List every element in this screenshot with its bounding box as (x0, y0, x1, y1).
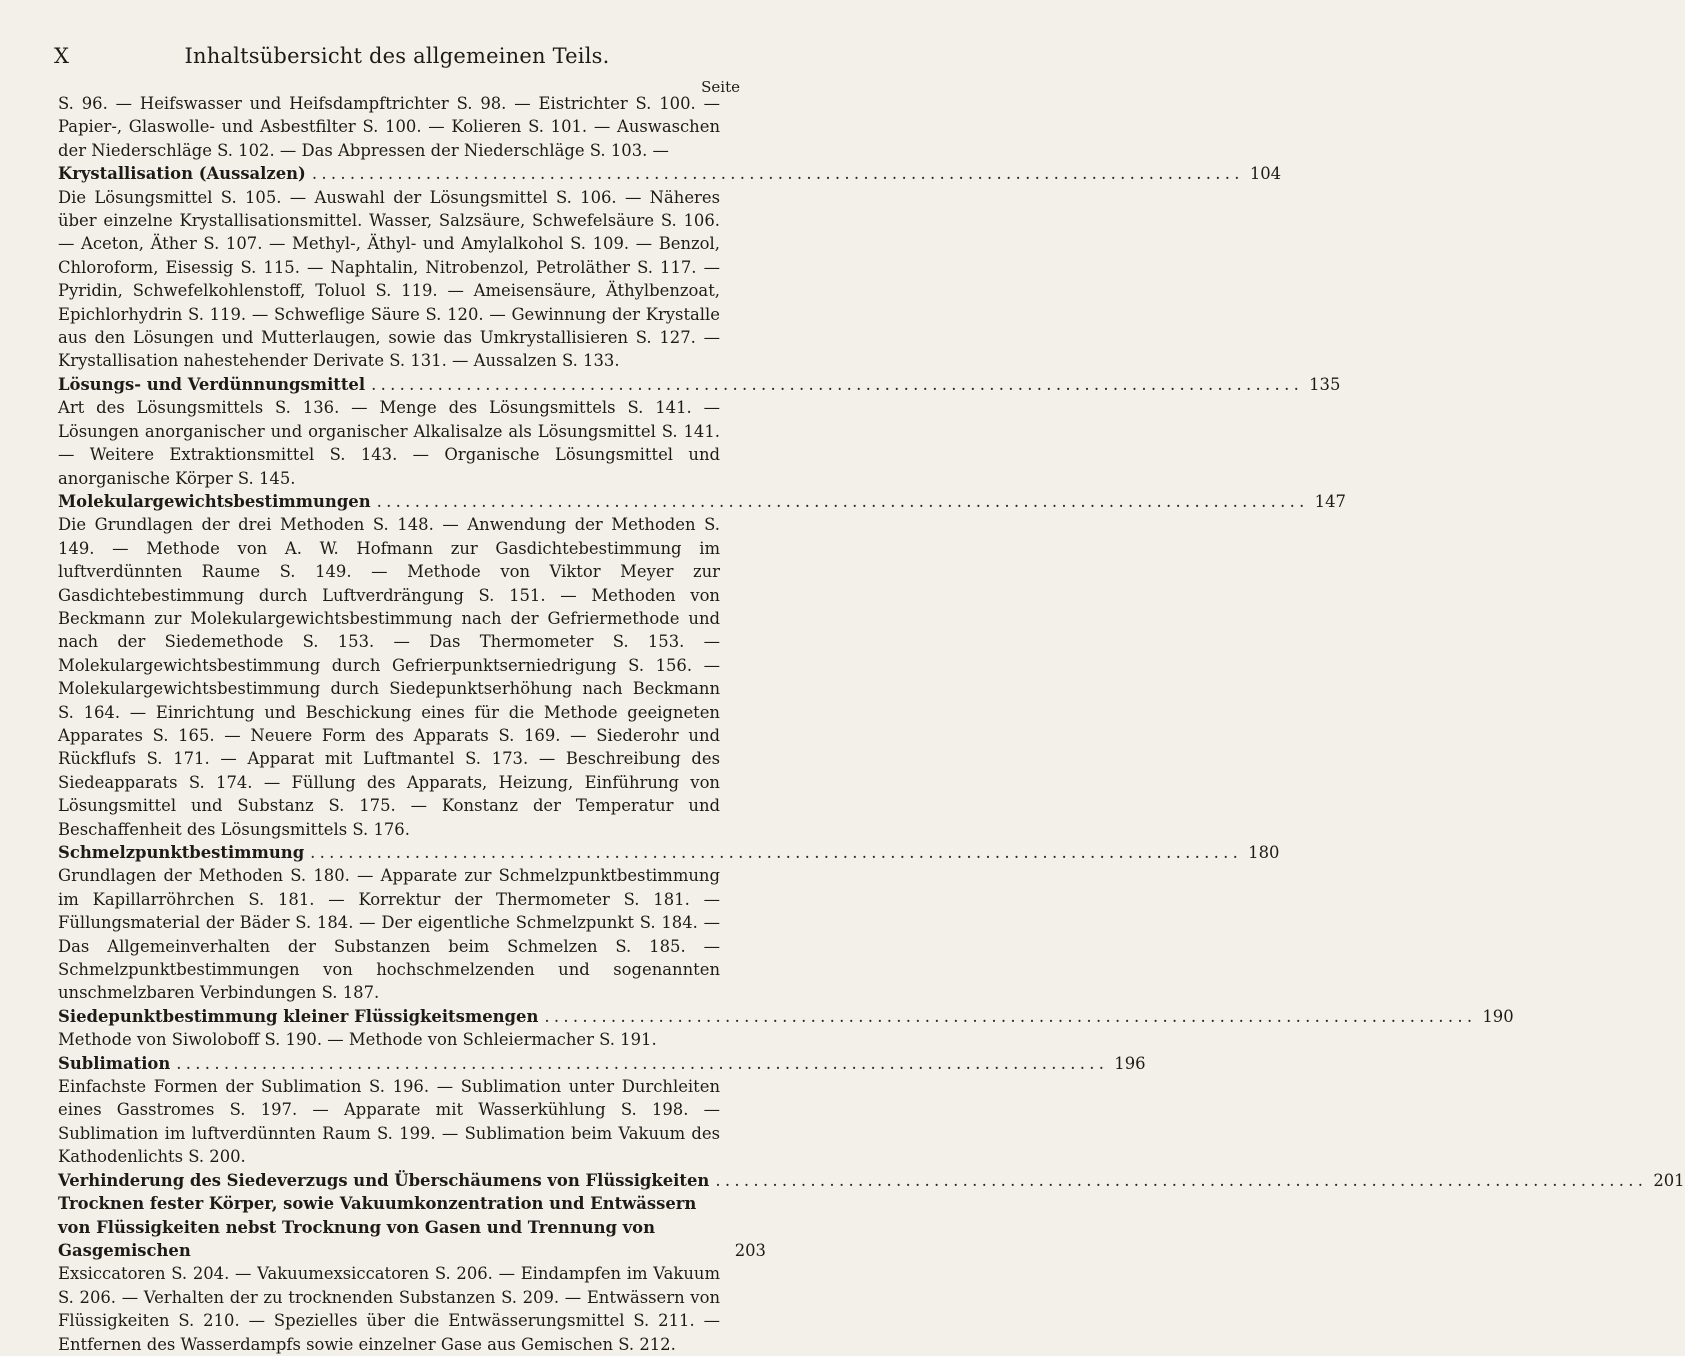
leader-dots: .................................................................................................. (311, 164, 1244, 184)
entry-title: Krystallisation (Aussalzen) (58, 164, 306, 184)
entry-text: Art des Lösungsmittels S. 136. — Menge des Lösungsmittels S. 141. — Lösungen anorganischer und organischer Alkalisalze als Lösungsmittel S. 141. — Weitere Extraktionsmittel S. 143. — Organische Lösungsmittel und anorganische Körper S. 145. (58, 398, 720, 488)
leader-dots: .................................................................................................. (310, 843, 1243, 862)
entry-text: Die Grundlagen der drei Methoden S. 148. — Anwendung der Methoden S. 149. — Methode von A. W. Hofmann zur Gasdichtebestimmung im luftverdünnten Raume S. 149. — Methode von Viktor Meyer zur Gasdichtebestimmung durch Luftverdrängung S. 151. — Methoden von Beckmann zur Molekulargewichtsbestimmung nach der Gefriermethode und nach der Siedemethode S. 153. — Das Thermometer S. 153. — Molekulargewichtsbestimmung durch Gefrierpunktserniedrigung S. 156. — Molekulargewichtsbestimmung durch Siedepunktserhöhung nach Beckmann S. 164. — Einrichtung und Beschickung eines für die Methode geeigneten Apparates S. 165. — Neuere Form des Apparats S. 169. — Siederohr und Rückflufs S. 171. — Apparat mit Luftmantel S. 173. — Beschreibung des Siedeapparats S. 174. — Füllung des Apparats, Heizung, Einführung von Lösungsmittel und Substanz S. 175. — Konstanz der Temperatur und Beschaffenheit des Lösungsmittels S. 176. (58, 515, 720, 839)
entry-title: Molekulargewichtsbestimmungen (58, 491, 371, 511)
continued-entry-text: S. 96. — Heifswasser und Heifsdampftrichter S. 98. — Eistrichter S. 100. — Papier-, Glaswolle- und Asbestfilter S. 100. — Kolieren S. 101. — Auswaschen der Niederschläge S. 102. — Das Abpressen der Niederschläge S. 103. — (58, 94, 720, 160)
leader-dots: .................................................................................................. (376, 491, 1309, 511)
toc-entry-sublimation (58, 1052, 1146, 1169)
entry-page: 190 (1482, 1006, 1514, 1026)
entry-title: Lösungs- und Verdünnungsmittel (58, 374, 366, 394)
entry-title: Verhinderung des Siedeverzugs und Überschäumens von Flüssigkeiten (58, 1170, 710, 1190)
leader-dots: .................................................................................................. (371, 374, 1304, 394)
entry-text: Exsiccatoren S. 204. — Vakuumexsiccatoren S. 206. — Eindampfen im Vakuum S. 206. — Verhalten der zu trocknenden Substanzen S. 209. — Entwässern von Flüssigkeiten S. 210. — Spezielles über die Entwässerungsmittel S. 211. — Entfernen des Wasserdampfs sowie einzelner Gase aus Gemischen S. 212. (58, 1264, 720, 1354)
page-column-label: Seite (701, 78, 740, 96)
toc-entry-loesungsmittel (58, 373, 1341, 490)
entry-title: Siedepunktbestimmung kleiner Flüssigkeitsmengen (58, 1006, 539, 1026)
entry-page: 135 (1309, 374, 1341, 394)
entry-text: Grundlagen der Methoden S. 180. — Apparate zur Schmelzpunktbestimmung im Kapillarröhrchen S. 181. — Korrektur der Thermometer S. 181. — Füllungsmaterial der Bäder S. 184. — Der eigentliche Schmelzpunkt S. 184. — Das Allgemeinverhalten der Substanzen beim Schmelzen S. 185. — Schmelzpunktbestimmungen von hochschmelzenden und sogenannten unschmelzbaren Verbindungen S. 187. (58, 866, 720, 1003)
entry-page: 180 (1248, 843, 1280, 862)
toc-entry-krystallisation (58, 162, 1282, 373)
page-header (54, 44, 740, 96)
page-number: X (54, 44, 69, 68)
entry-text: Einfachste Formen der Sublimation S. 196. — Sublimation unter Durchleiten eines Gasstromes S. 197. — Apparate mit Wasserkühlung S. 198. — Sublimation im luftverdünnten Raum S. 199. — Sublimation beim Vakuum des Kathodenlichts S. 200. (58, 1077, 720, 1167)
entry-page: 203 (734, 1240, 766, 1260)
toc-entry-siedepunkt (58, 1005, 1514, 1052)
leader-dots: .................................................................................................. (715, 1170, 1648, 1190)
entry-title: Schmelzpunktbestimmung (58, 843, 305, 862)
leader-dots: .................................................................................................. (544, 1006, 1477, 1026)
toc-entry-molekulargewicht (58, 490, 1346, 841)
table-of-contents (58, 92, 1685, 1356)
entry-text: Methode von Siwoloboff S. 190. — Methode von Schleiermacher S. 191. (58, 1030, 657, 1050)
leader-dots: .................................................................................................. (176, 1053, 1109, 1073)
toc-entry-siedeverzug (58, 1169, 1685, 1192)
entry-text: Die Lösungsmittel S. 105. — Auswahl der Lösungsmittel S. 106. — Näheres über einzelne Krystallisationsmittel. Wasser, Salzsäure, Schwefelsäure S. 106. — Aceton, Äther S. 107. — Methyl-, Äthyl- und Amylalkohol S. 109. — Benzol, Chloroform, Eisessig S. 115. — Naphtalin, Nitrobenzol, Petroläther S. 117. — Pyridin, Schwefelkohlenstoff, Toluol S. 119. — Ameisensäure, Äthylbenzoat, Epichlorhydrin S. 119. — Schweflige Säure S. 120. — Gewinnung der Krystalle aus den Lösungen und Mutterlaugen, sowie das Umkrystallisieren S. 127. — Krystallisation nahestehender Derivate S. 131. — Aussalzen S. 133. (58, 187, 720, 371)
entry-title: Sublimation (58, 1053, 171, 1073)
toc-entry-schmelzpunkt (58, 841, 1280, 1005)
entry-page: 196 (1114, 1053, 1146, 1073)
entry-page: 201 (1653, 1170, 1685, 1190)
entry-page: 147 (1314, 491, 1346, 511)
toc-entry-trocknen (58, 1192, 766, 1356)
running-title: Inhaltsübersicht des allgemeinen Teils. (184, 44, 610, 68)
entry-page: 104 (1249, 164, 1282, 184)
entry-title: Trocknen fester Körper, sowie Vakuumkonzentration und Entwässern von Flüssigkeiten nebst Trocknung von Gasen und Trennung von Gasgemischen (58, 1194, 697, 1260)
